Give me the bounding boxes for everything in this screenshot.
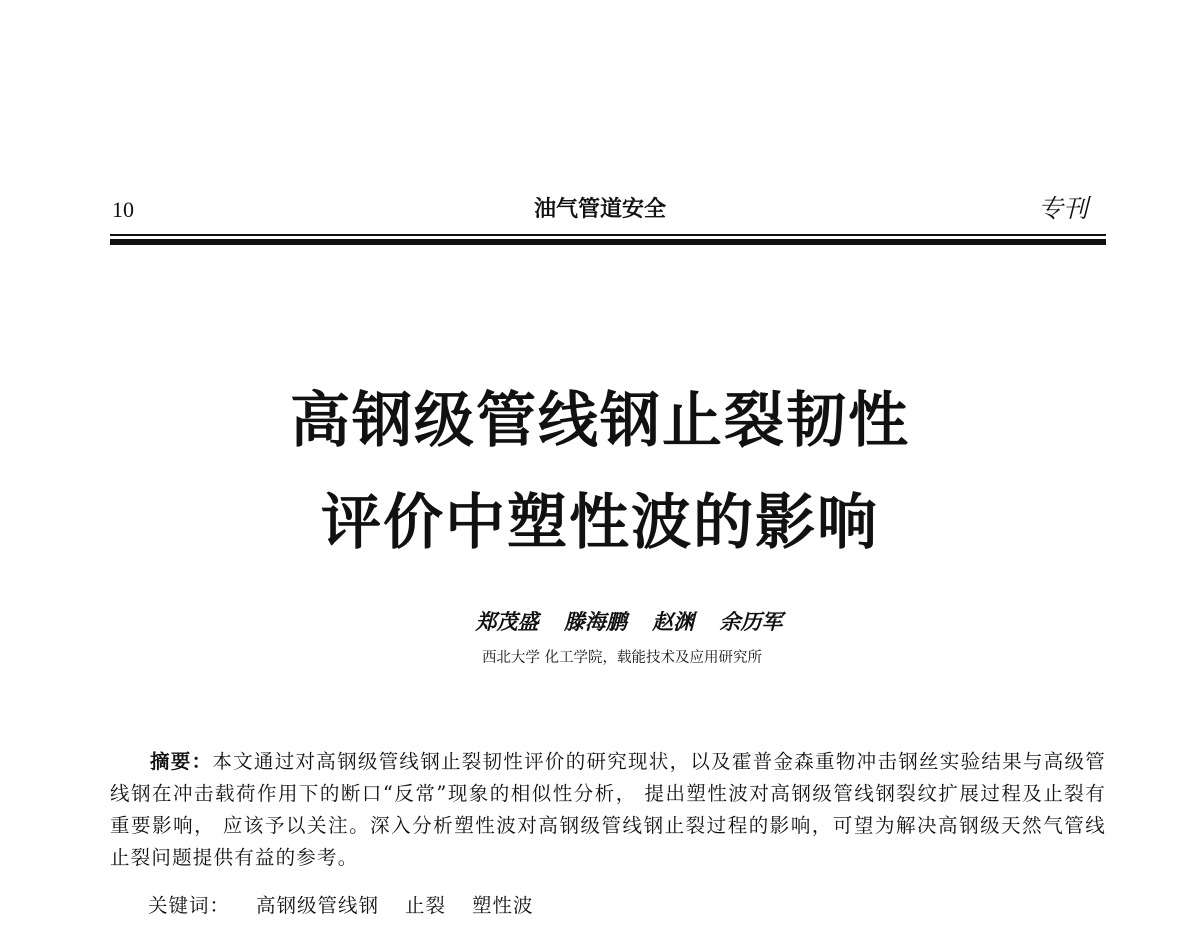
author-list: 郑茂盛 滕海鹏 赵渊 余历军 [475, 609, 783, 634]
header-rule-thick [110, 239, 1106, 245]
abstract [110, 746, 1106, 874]
issue-label: 专刊 [1037, 194, 1088, 223]
keyword-item: 塑性波 [472, 894, 534, 917]
article-title-line-1: 高钢级管线钢止裂韧性 [290, 386, 910, 456]
keyword-item: 止裂 [405, 894, 447, 917]
abstract-text: 本文通过对高钢级管线钢止裂韧性评价的研究现状，以及霍普金森重物冲击钢丝实验结果与高级管线钢在冲击载荷作用下的断口“反常”现象的相似性分析， 提出塑性波对高钢级管线钢裂纹扩展过程及止裂有重要影响， 应该予以关注。深入分析塑性波对高钢级管线钢止裂过程的影响，可望为解决高钢级天然气管线止裂问题提供有益的参考。 [110, 750, 1106, 869]
article-title-line-2: 评价中塑性波的影响 [321, 488, 879, 558]
keywords [148, 891, 534, 921]
keywords-label: 关键词： [148, 894, 231, 917]
affiliation: 西北大学 化工学院，载能技术及应用研究所 [481, 650, 763, 666]
header-rule-thin [110, 234, 1106, 236]
abstract-label: 摘要： [150, 750, 213, 773]
journal-name: 油气管道安全 [533, 197, 666, 222]
page-number: 10 [112, 197, 134, 222]
keyword-item: 高钢级管线钢 [256, 894, 380, 917]
